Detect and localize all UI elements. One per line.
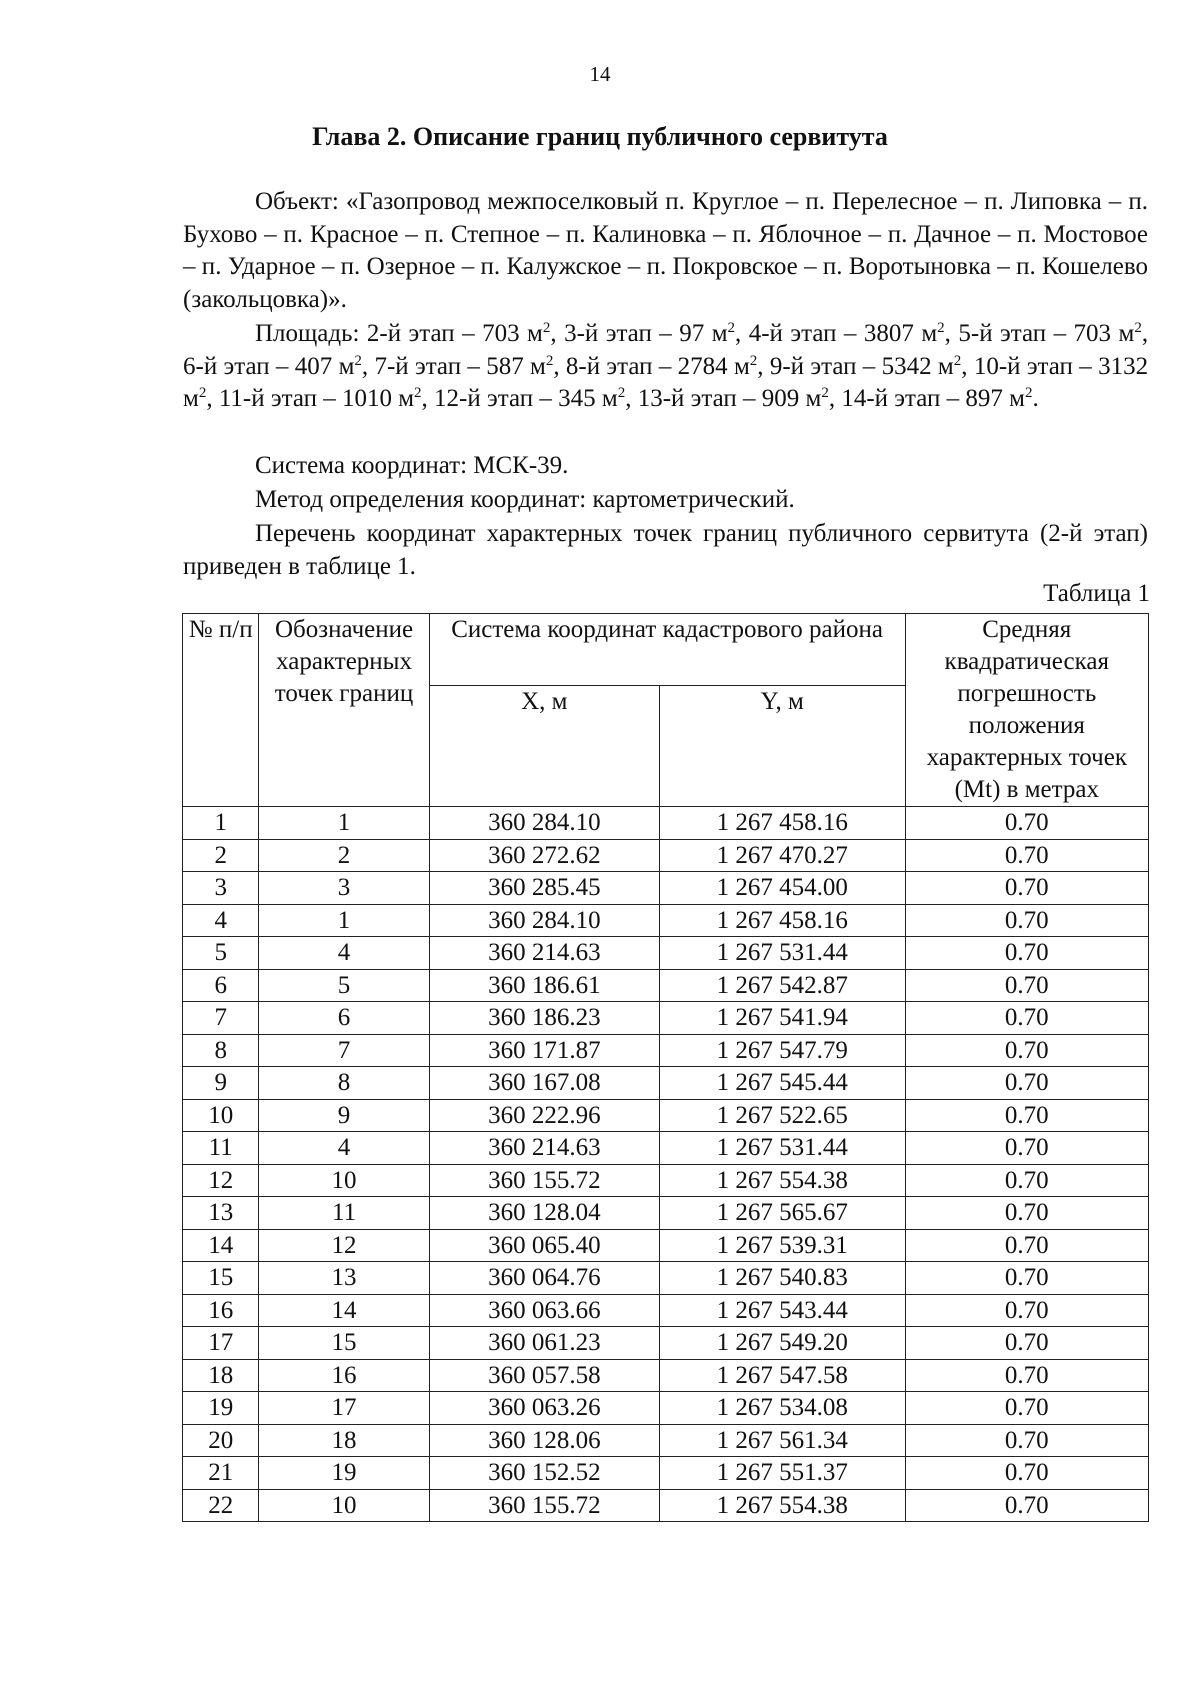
cell-x: 360 128.06 [429, 1424, 659, 1457]
coordinates-table [182, 613, 1149, 1522]
table-body [183, 807, 1149, 1522]
cell-designation: 5 [259, 969, 429, 1002]
area-stage-value: 3807 [863, 320, 914, 347]
cell-y: 1 267 534.08 [659, 1392, 905, 1425]
area-unit: м [398, 385, 415, 412]
area-unit-exponent: 2 [1134, 320, 1142, 336]
area-unit-exponent: 2 [542, 320, 551, 336]
cell-num: 3 [183, 872, 259, 905]
area-stage-name: 12-й этап [434, 385, 534, 412]
cell-designation: 6 [259, 1002, 429, 1035]
cell-error: 0.70 [905, 1197, 1148, 1230]
cell-num: 17 [183, 1327, 259, 1360]
cell-x: 360 063.26 [429, 1392, 659, 1425]
table-row [183, 1327, 1149, 1360]
table-row [183, 1262, 1149, 1295]
area-stage: 6-й этап – 407 $м^2$, [183, 352, 369, 380]
table-row [183, 937, 1149, 970]
cell-num: 11 [183, 1132, 259, 1165]
table-row [183, 1099, 1149, 1132]
table-row [183, 872, 1149, 905]
area-unit-exponent: 2 [749, 352, 758, 369]
cell-num: 21 [183, 1457, 259, 1490]
table-row [183, 1197, 1149, 1230]
area-unit: м [527, 320, 543, 347]
cell-y: 1 267 565.67 [659, 1197, 905, 1230]
cell-num: 2 [183, 839, 259, 872]
cell-y: 1 267 540.83 [659, 1262, 905, 1295]
page-number: 14 [589, 62, 611, 86]
cell-error: 0.70 [905, 1489, 1148, 1522]
area-unit-exponent: 2 [953, 352, 962, 369]
table-row [183, 1229, 1149, 1262]
coordinate-system-text: Система координат: МСК-39. [255, 452, 569, 479]
cell-error: 0.70 [905, 1002, 1148, 1035]
area-unit: м [530, 352, 546, 380]
area-stage-name: 13-й этап [637, 385, 737, 412]
area-unit: м [937, 352, 954, 380]
cell-error: 0.70 [905, 1359, 1148, 1392]
cell-x: 360 152.52 [429, 1457, 659, 1490]
cell-num: 14 [183, 1229, 259, 1262]
cell-x: 360 171.87 [429, 1034, 659, 1067]
area-paragraph [183, 318, 1148, 416]
cell-error: 0.70 [905, 1164, 1148, 1197]
cell-y: 1 267 554.38 [659, 1489, 905, 1522]
cell-num: 16 [183, 1294, 259, 1327]
table-header-row [183, 614, 1149, 686]
cell-designation: 7 [259, 1034, 429, 1067]
cell-num: 12 [183, 1164, 259, 1197]
cell-x: 360 063.66 [429, 1294, 659, 1327]
area-stage-name: 5-й этап [958, 320, 1047, 347]
cell-y: 1 267 549.20 [659, 1327, 905, 1360]
area-stage: 3-й этап – 97 $м^2$, [564, 320, 742, 347]
table-row [183, 1359, 1149, 1392]
header-error: Средняя квадратическая погрешность положения характерных точек (Mt) в метрах [905, 614, 1148, 807]
cell-designation: 4 [259, 937, 429, 970]
area-unit: м [1118, 320, 1135, 347]
cell-designation: 4 [259, 1132, 429, 1165]
area-stage: 4-й этап – 3807 $м^2$, [748, 320, 951, 347]
cell-y: 1 267 545.44 [659, 1067, 905, 1100]
area-unit: м [601, 385, 618, 412]
cell-designation: 8 [259, 1067, 429, 1100]
cell-error: 0.70 [905, 904, 1148, 937]
cell-num: 8 [183, 1034, 259, 1067]
cell-designation: 1 [259, 807, 429, 840]
area-unit: м [183, 385, 199, 412]
table-row [183, 1002, 1149, 1035]
area-stage-value: 345 [558, 385, 596, 412]
area-unit: м [921, 320, 938, 347]
area-unit: м [711, 320, 728, 347]
cell-x: 360 222.96 [429, 1099, 659, 1132]
object-paragraph [183, 186, 1148, 316]
area-stage-name: 4-й этап [748, 320, 837, 347]
area-unit-exponent: 2 [354, 352, 362, 369]
cell-error: 0.70 [905, 1424, 1148, 1457]
cell-designation: 13 [259, 1262, 429, 1295]
area-unit-exponent: 2 [414, 385, 422, 401]
table-row [183, 1132, 1149, 1165]
coordinate-system-paragraph [183, 450, 1148, 483]
area-unit: м [733, 352, 750, 380]
cell-designation: 10 [259, 1164, 429, 1197]
cell-error: 0.70 [905, 969, 1148, 1002]
cell-designation: 11 [259, 1197, 429, 1230]
area-stage-value: 3132 [1098, 352, 1149, 380]
cell-num: 4 [183, 904, 259, 937]
area-label: Площадь: [255, 320, 360, 347]
cell-y: 1 267 551.37 [659, 1457, 905, 1490]
list-intro-paragraph [183, 518, 1148, 583]
area-unit-exponent: 2 [545, 352, 554, 369]
area-stage-name: 14-й этап [841, 385, 941, 412]
cell-error: 0.70 [905, 1099, 1148, 1132]
cell-x: 360 272.62 [429, 839, 659, 872]
cell-error: 0.70 [905, 1294, 1148, 1327]
area-unit: м [805, 385, 822, 412]
cell-y: 1 267 458.16 [659, 904, 905, 937]
cell-designation: 16 [259, 1359, 429, 1392]
cell-x: 360 155.72 [429, 1489, 659, 1522]
area-stage: 5-й этап – 703 $м^2$, [958, 320, 1149, 347]
area-unit-exponent: 2 [617, 385, 626, 401]
area-unit-exponent: 2 [937, 320, 945, 336]
area-stage-value: 1010 [341, 385, 392, 412]
cell-y: 1 267 539.31 [659, 1229, 905, 1262]
cell-x: 360 155.72 [429, 1164, 659, 1197]
cell-error: 0.70 [905, 1392, 1148, 1425]
table-row [183, 904, 1149, 937]
area-stage: 8-й этап – 2784 $м^2$, [565, 352, 764, 380]
cell-error: 0.70 [905, 1067, 1148, 1100]
area-stage-name: 7-й этап [374, 352, 462, 380]
table-row [183, 1034, 1149, 1067]
table-row [183, 1424, 1149, 1457]
area-stage-name: 3-й этап [564, 320, 652, 347]
area-stage-name: 11-й этап [218, 385, 317, 412]
cell-designation: 12 [259, 1229, 429, 1262]
cell-y: 1 267 522.65 [659, 1099, 905, 1132]
area-stage-value: 897 [965, 385, 1003, 412]
chapter-title: Глава 2. Описание границ публичного сервитута [312, 122, 888, 151]
header-y: Y, м [659, 686, 905, 807]
cell-designation: 17 [259, 1392, 429, 1425]
cell-error: 0.70 [905, 872, 1148, 905]
area-stage-value: 407 [294, 352, 333, 380]
cell-num: 5 [183, 937, 259, 970]
table-row [183, 807, 1149, 840]
area-stage: 11-й этап – 1010 $м^2$, [218, 385, 428, 412]
method-text: Метод определения координат: картометрический. [255, 486, 795, 513]
cell-error: 0.70 [905, 937, 1148, 970]
cell-x: 360 186.61 [429, 969, 659, 1002]
cell-num: 20 [183, 1424, 259, 1457]
cell-error: 0.70 [905, 1034, 1148, 1067]
header-x: X, м [429, 686, 659, 807]
cell-x: 360 065.40 [429, 1229, 659, 1262]
area-stage-value: 97 [679, 320, 705, 347]
cell-y: 1 267 547.79 [659, 1034, 905, 1067]
cell-designation: 10 [259, 1489, 429, 1522]
area-unit-exponent: 2 [821, 385, 829, 401]
cell-y: 1 267 554.38 [659, 1164, 905, 1197]
cell-designation: 15 [259, 1327, 429, 1360]
cell-designation: 18 [259, 1424, 429, 1457]
area-stage-value: 703 [1073, 320, 1112, 347]
header-designation: Обозначение характерных точек границ [259, 614, 429, 807]
cell-designation: 2 [259, 839, 429, 872]
area-unit: м [1009, 385, 1025, 412]
table-row [183, 839, 1149, 872]
area-stage-name: 6-й этап [183, 352, 270, 380]
cell-y: 1 267 531.44 [659, 1132, 905, 1165]
cell-num: 15 [183, 1262, 259, 1295]
cell-y: 1 267 561.34 [659, 1424, 905, 1457]
cell-x: 360 284.10 [429, 904, 659, 937]
cell-x: 360 061.23 [429, 1327, 659, 1360]
area-stage: 14-й этап – 897 $м^2$. [841, 385, 1039, 412]
cell-x: 360 214.63 [429, 1132, 659, 1165]
cell-num: 6 [183, 969, 259, 1002]
cell-designation: 9 [259, 1099, 429, 1132]
area-text [183, 318, 1148, 416]
cell-x: 360 214.63 [429, 937, 659, 970]
cell-num: 19 [183, 1392, 259, 1425]
cell-x: 360 064.76 [429, 1262, 659, 1295]
area-stage: 12-й этап – 345 $м^2$, [434, 385, 632, 412]
cell-error: 0.70 [905, 1457, 1148, 1490]
area-stage-name: 2-й этап [366, 320, 455, 347]
header-coordinate-system: Система координат кадастрового района [429, 614, 905, 686]
cell-y: 1 267 470.27 [659, 839, 905, 872]
cell-x: 360 285.45 [429, 872, 659, 905]
cell-x: 360 284.10 [429, 807, 659, 840]
cell-designation: 14 [259, 1294, 429, 1327]
table-row [183, 1164, 1149, 1197]
area-stage-value: 703 [482, 320, 520, 347]
cell-x: 360 167.08 [429, 1067, 659, 1100]
cell-designation: 3 [259, 872, 429, 905]
cell-num: 1 [183, 807, 259, 840]
area-stage-name: 9-й этап [769, 352, 857, 380]
area-unit-exponent: 2 [1024, 385, 1033, 401]
table-row [183, 1489, 1149, 1522]
area-unit-exponent: 2 [198, 385, 207, 401]
cell-error: 0.70 [905, 1229, 1148, 1262]
area-stage: 9-й этап – 5342 $м^2$, [769, 352, 968, 380]
object-text: Объект: «Газопровод межпоселковый п. Круглое – п. Перелесное – п. Липовка – п. Бухово – п. Красное – п. Степное – п. Калиновка – п. Яблочное – п. Дачное – п. Мостовое – п. Ударное – п. Озерное – п. Калужское – п. Покровское – п. Воротыновка – п. Кошелево (закольцовка)». [183, 188, 1148, 313]
cell-y: 1 267 458.16 [659, 807, 905, 840]
area-unit-exponent: 2 [727, 320, 736, 336]
cell-designation: 19 [259, 1457, 429, 1490]
cell-error: 0.70 [905, 1327, 1148, 1360]
header-num: № п/п [183, 614, 259, 807]
table-row [183, 1457, 1149, 1490]
cell-y: 1 267 542.87 [659, 969, 905, 1002]
area-stage-value: 909 [761, 385, 800, 412]
area-stage-value: 587 [486, 352, 524, 380]
area-stage-name: 8-й этап [565, 352, 653, 380]
area-stage: 13-й этап – 909 $м^2$, [637, 385, 836, 412]
cell-num: 18 [183, 1359, 259, 1392]
cell-x: 360 186.23 [429, 1002, 659, 1035]
cell-y: 1 267 543.44 [659, 1294, 905, 1327]
cell-error: 0.70 [905, 1132, 1148, 1165]
cell-num: 13 [183, 1197, 259, 1230]
cell-designation: 1 [259, 904, 429, 937]
cell-y: 1 267 541.94 [659, 1002, 905, 1035]
cell-x: 360 057.58 [429, 1359, 659, 1392]
cell-y: 1 267 531.44 [659, 937, 905, 970]
cell-num: 7 [183, 1002, 259, 1035]
cell-y: 1 267 454.00 [659, 872, 905, 905]
area-stage-value: 2784 [677, 352, 728, 380]
table-row [183, 969, 1149, 1002]
cell-error: 0.70 [905, 839, 1148, 872]
cell-y: 1 267 547.58 [659, 1359, 905, 1392]
area-stage: 10-й этап – 3132 $м^2$, [183, 352, 1149, 412]
cell-num: 10 [183, 1099, 259, 1132]
area-unit: м [338, 352, 355, 380]
table-row [183, 1067, 1149, 1100]
cell-error: 0.70 [905, 1262, 1148, 1295]
area-stage: 7-й этап – 587 $м^2$, [374, 352, 560, 380]
area-stage: 2-й этап – 703 $м^2$, [366, 320, 557, 347]
table-row [183, 1392, 1149, 1425]
method-paragraph [183, 484, 1148, 517]
cell-error: 0.70 [905, 807, 1148, 840]
table-label: Таблица 1 [1043, 580, 1150, 607]
area-stage-name: 10-й этап [973, 352, 1073, 380]
area-stage-value: 5342 [881, 352, 932, 380]
list-intro-text: Перечень координат характерных точек границ публичного сервитута (2-й этап) приведен в таблице 1. [183, 520, 1148, 580]
table-row [183, 1294, 1149, 1327]
cell-num: 9 [183, 1067, 259, 1100]
cell-num: 22 [183, 1489, 259, 1522]
cell-x: 360 128.04 [429, 1197, 659, 1230]
